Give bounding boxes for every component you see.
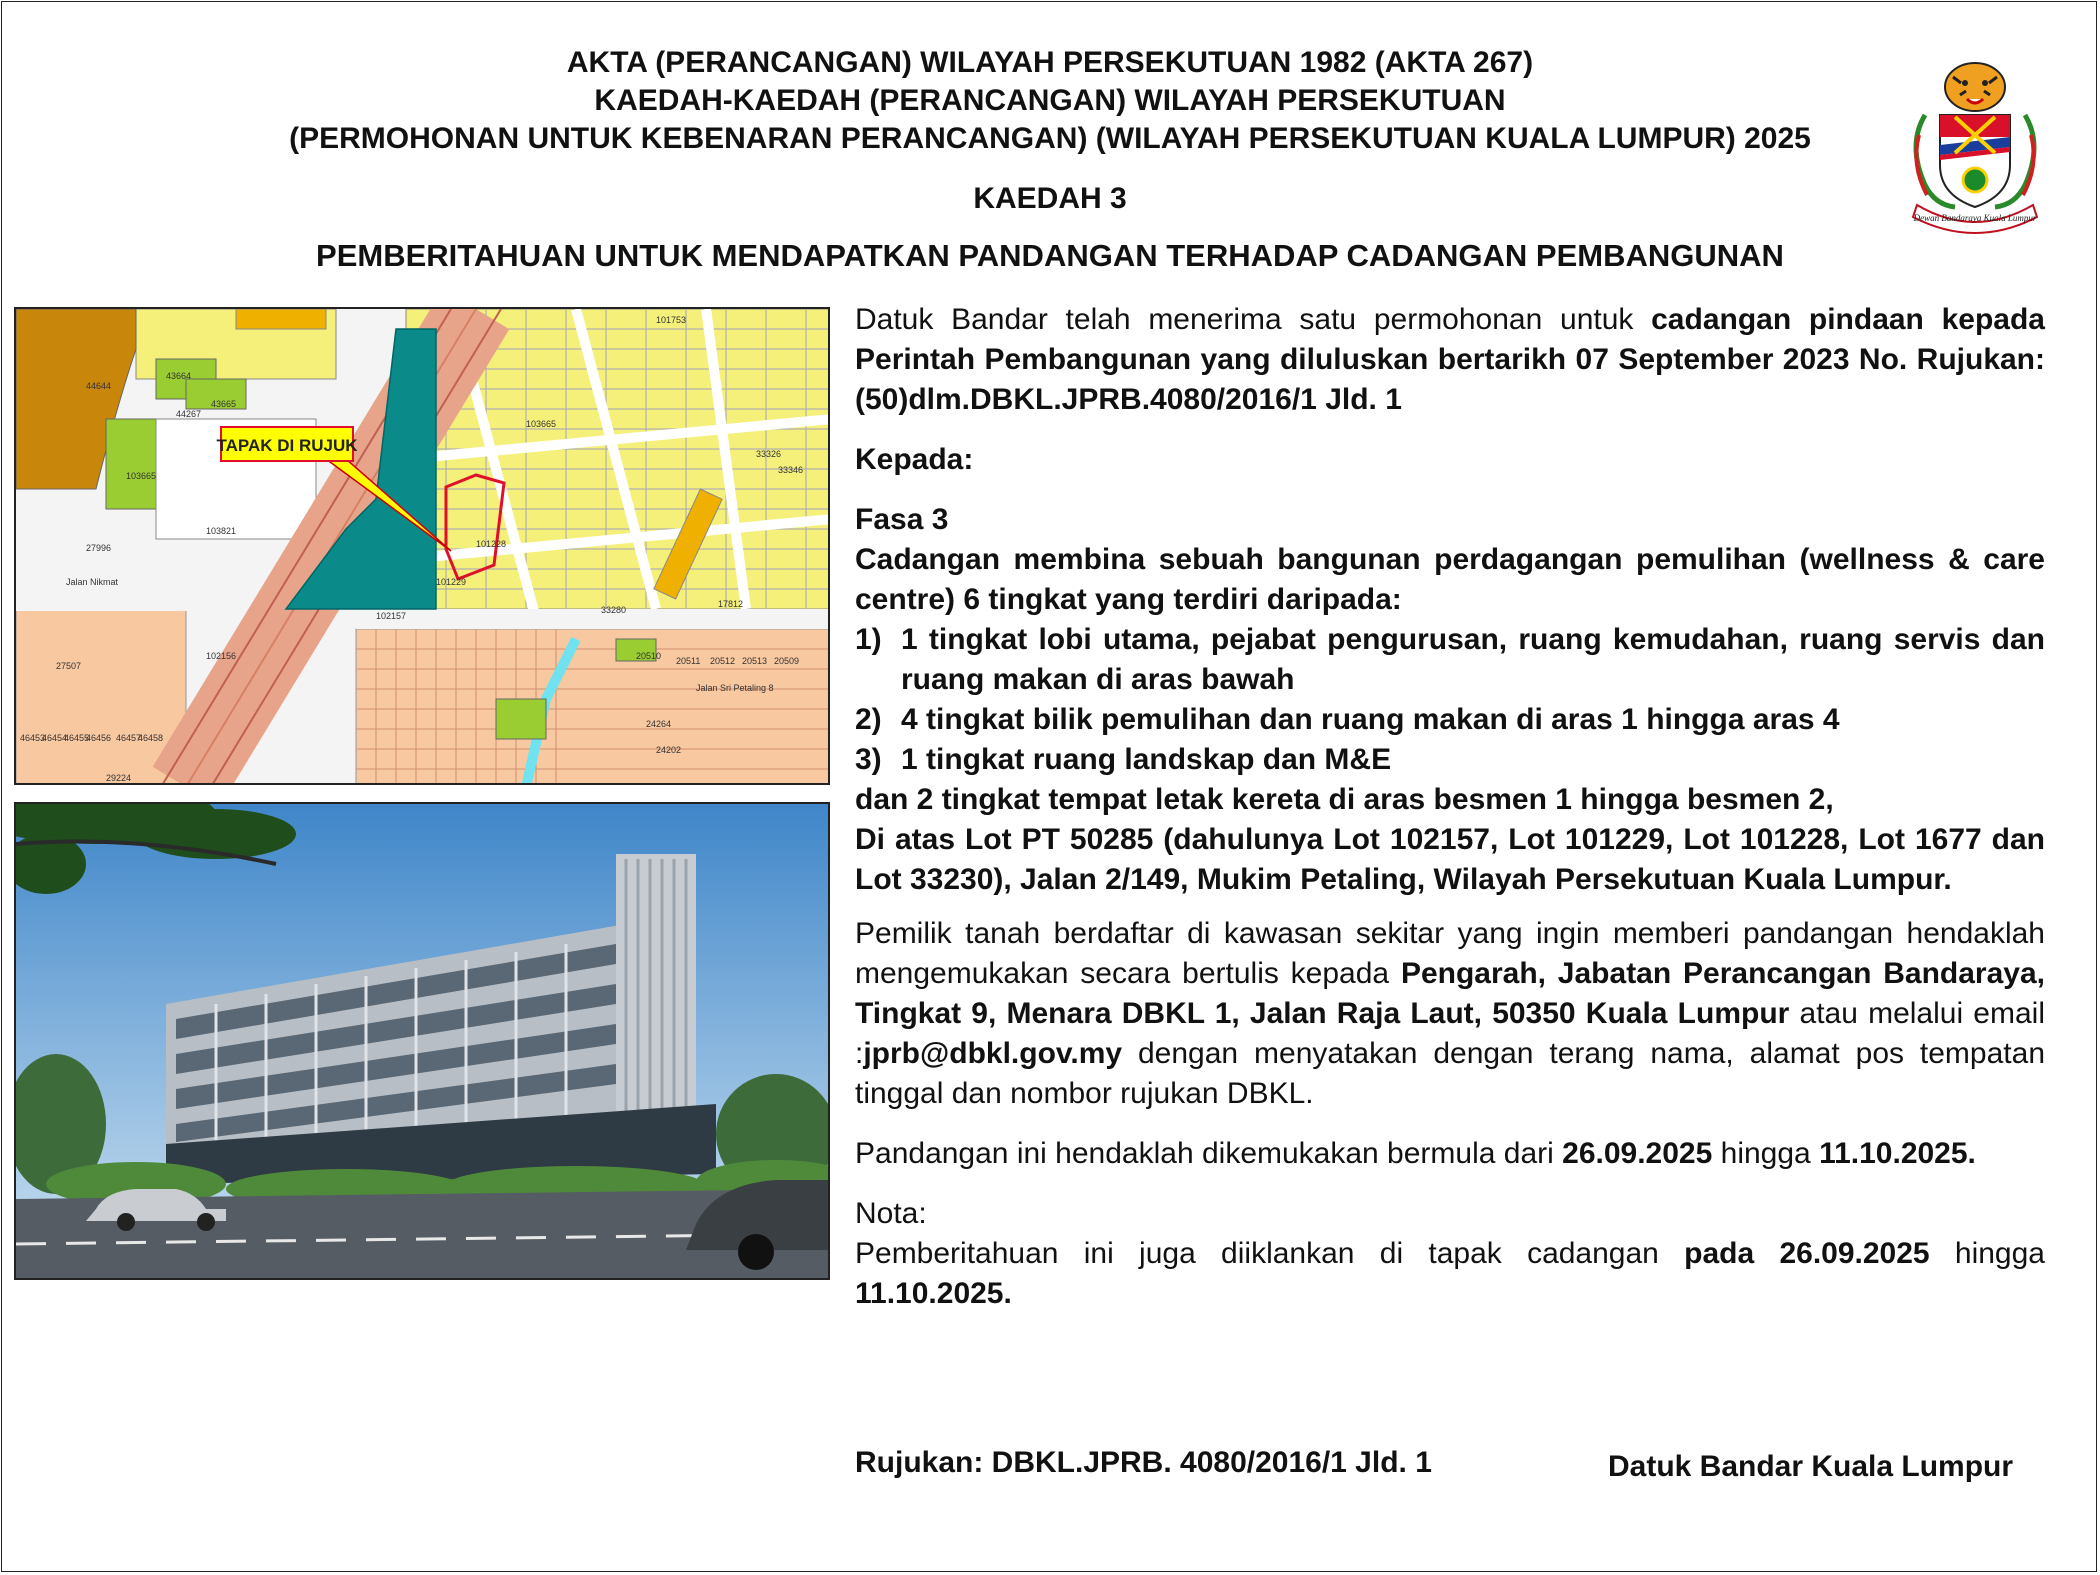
pemilik-paragraph: Pemilik tanah berdaftar di kawasan sekitar yang ingin memberi pandangan hendaklah mengemukakan secara bertulis kepada Pengarah, Jabatan Perancangan Bandaraya, Tingkat 9, Menara DBKL 1, Jalan Raja Laut, 50350 Kuala Lumpur atau melalui email :jprb@dbkl.gov.my dengan menyatakan dengan terang nama, alamat pos tempatan tinggal dan nombor rujukan DBKL.	[855, 917, 2045, 1110]
lot-label: 46458	[138, 733, 164, 743]
lokasi-paragraph: Di atas Lot PT 50285 (dahulunya Lot 102157, Lot 101229, Lot 101228, Lot 1677 dan Lot 33230), Jalan 2/149, Mukim Petaling, Wilayah Persekutuan Kuala Lumpur.	[855, 823, 2045, 896]
reference-number: Rujukan: DBKL.JPRB. 4080/2016/1 Jld. 1	[855, 1446, 1432, 1479]
cadangan-paragraph: Cadangan membina sebuah bangunan perdagangan pemulihan (wellness & care centre) 6 tingkat yang terdiri daripada:	[855, 543, 2045, 616]
lot-label: 43664	[166, 371, 192, 381]
lot-label: 33346	[778, 465, 804, 475]
list-item: 3) 1 tingkat ruang landskap dan M&E	[855, 743, 1392, 776]
lot-label: 102157	[376, 611, 407, 621]
lot-label: 24264	[646, 719, 672, 729]
lot-label: 101228	[476, 539, 507, 549]
lot-label: 29224	[106, 773, 132, 783]
crest-motto: Dewan Bandaraya Kuala Lumpur	[1913, 213, 2037, 223]
lot-label: 27996	[86, 543, 112, 553]
building-rendering-image	[14, 802, 830, 1280]
nota-label: Nota:	[855, 1197, 927, 1230]
lot-label: 20510	[636, 651, 662, 661]
act-heading	[0, 44, 2100, 158]
location-map	[14, 307, 830, 785]
site-callout-label: TAPAK DI RUJUK	[216, 436, 358, 455]
lot-label: 43665	[211, 399, 237, 409]
lot-label: 33280	[601, 605, 627, 615]
dbkl-crest-logo	[1905, 55, 2045, 235]
road-label: Jalan Nikmat	[66, 577, 119, 587]
lot-label: 46456	[86, 733, 112, 743]
lot-label: 20513	[742, 656, 768, 666]
lot-label: 46455	[64, 733, 90, 743]
list-item: 1) 1 tingkat lobi utama, pejabat pengurusan, ruang kemudahan, ruang servis dan ruang makan di aras bawah	[855, 623, 2045, 696]
kepada-label: Kepada:	[855, 443, 974, 476]
email-address: jprb@dbkl.gov.my	[863, 1037, 1123, 1070]
kaedah-heading: KAEDAH 3	[973, 182, 1127, 215]
lot-label: 24202	[656, 745, 682, 755]
lot-label: 20509	[774, 656, 800, 666]
lot-label: 101753	[656, 315, 687, 325]
lot-label: 33326	[756, 449, 782, 459]
act-line-2: KAEDAH-KAEDAH (PERANCANGAN) WILAYAH PERSEKUTUAN	[594, 84, 1506, 117]
lot-label: 103665	[526, 419, 557, 429]
nota-paragraph: Pemberitahuan ini juga diiklankan di tapak cadangan pada 26.09.2025 hingga 11.10.2025.	[855, 1237, 2045, 1310]
intro-paragraph: Datuk Bandar telah menerima satu permohonan untuk cadangan pindaan kepada Perintah Pembangunan yang diluluskan bertarikh 07 September 2023 No. Rujukan: (50)dlm.DBKL.JPRB.4080/2016/1 Jld. 1	[855, 303, 2045, 416]
lot-label: 101229	[436, 577, 467, 587]
road-label: Jalan Sri Petaling 8	[696, 683, 774, 693]
lot-label: 27507	[56, 661, 82, 671]
notice-body	[855, 300, 2045, 1314]
signatory: Datuk Bandar Kuala Lumpur	[1608, 1450, 2014, 1483]
lot-label: 46453	[20, 733, 46, 743]
fasa-label: Fasa 3	[855, 503, 949, 536]
list-item: 2) 4 tingkat bilik pemulihan dan ruang makan di aras 1 hingga aras 4	[855, 703, 1840, 736]
lot-label: 20512	[710, 656, 736, 666]
lot-label: 46457	[116, 733, 142, 743]
besmen-line: dan 2 tingkat tempat letak kereta di aras besmen 1 hingga besmen 2,	[855, 783, 1834, 816]
lot-label: 102156	[206, 651, 237, 661]
lot-label: 17812	[718, 599, 744, 609]
lot-label: 20511	[676, 656, 701, 666]
lot-label: 44267	[176, 409, 202, 419]
lot-label: 44644	[86, 381, 112, 391]
act-line-1: AKTA (PERANCANGAN) WILAYAH PERSEKUTUAN 1982 (AKTA 267)	[566, 46, 1534, 79]
lot-label: 103665	[126, 471, 157, 481]
pandangan-paragraph: Pandangan ini hendaklah dikemukakan bermula dari 26.09.2025 hingga 11.10.2025.	[855, 1137, 1976, 1170]
notice-title: PEMBERITAHUAN UNTUK MENDAPATKAN PANDANGAN TERHADAP CADANGAN PEMBANGUNAN	[316, 238, 1784, 273]
act-line-3: (PERMOHONAN UNTUK KEBENARAN PERANCANGAN) (WILAYAH PERSEKUTUAN KUALA LUMPUR) 2025	[289, 122, 1811, 155]
lot-label: 46454	[42, 733, 68, 743]
lot-label: 103821	[206, 526, 237, 536]
